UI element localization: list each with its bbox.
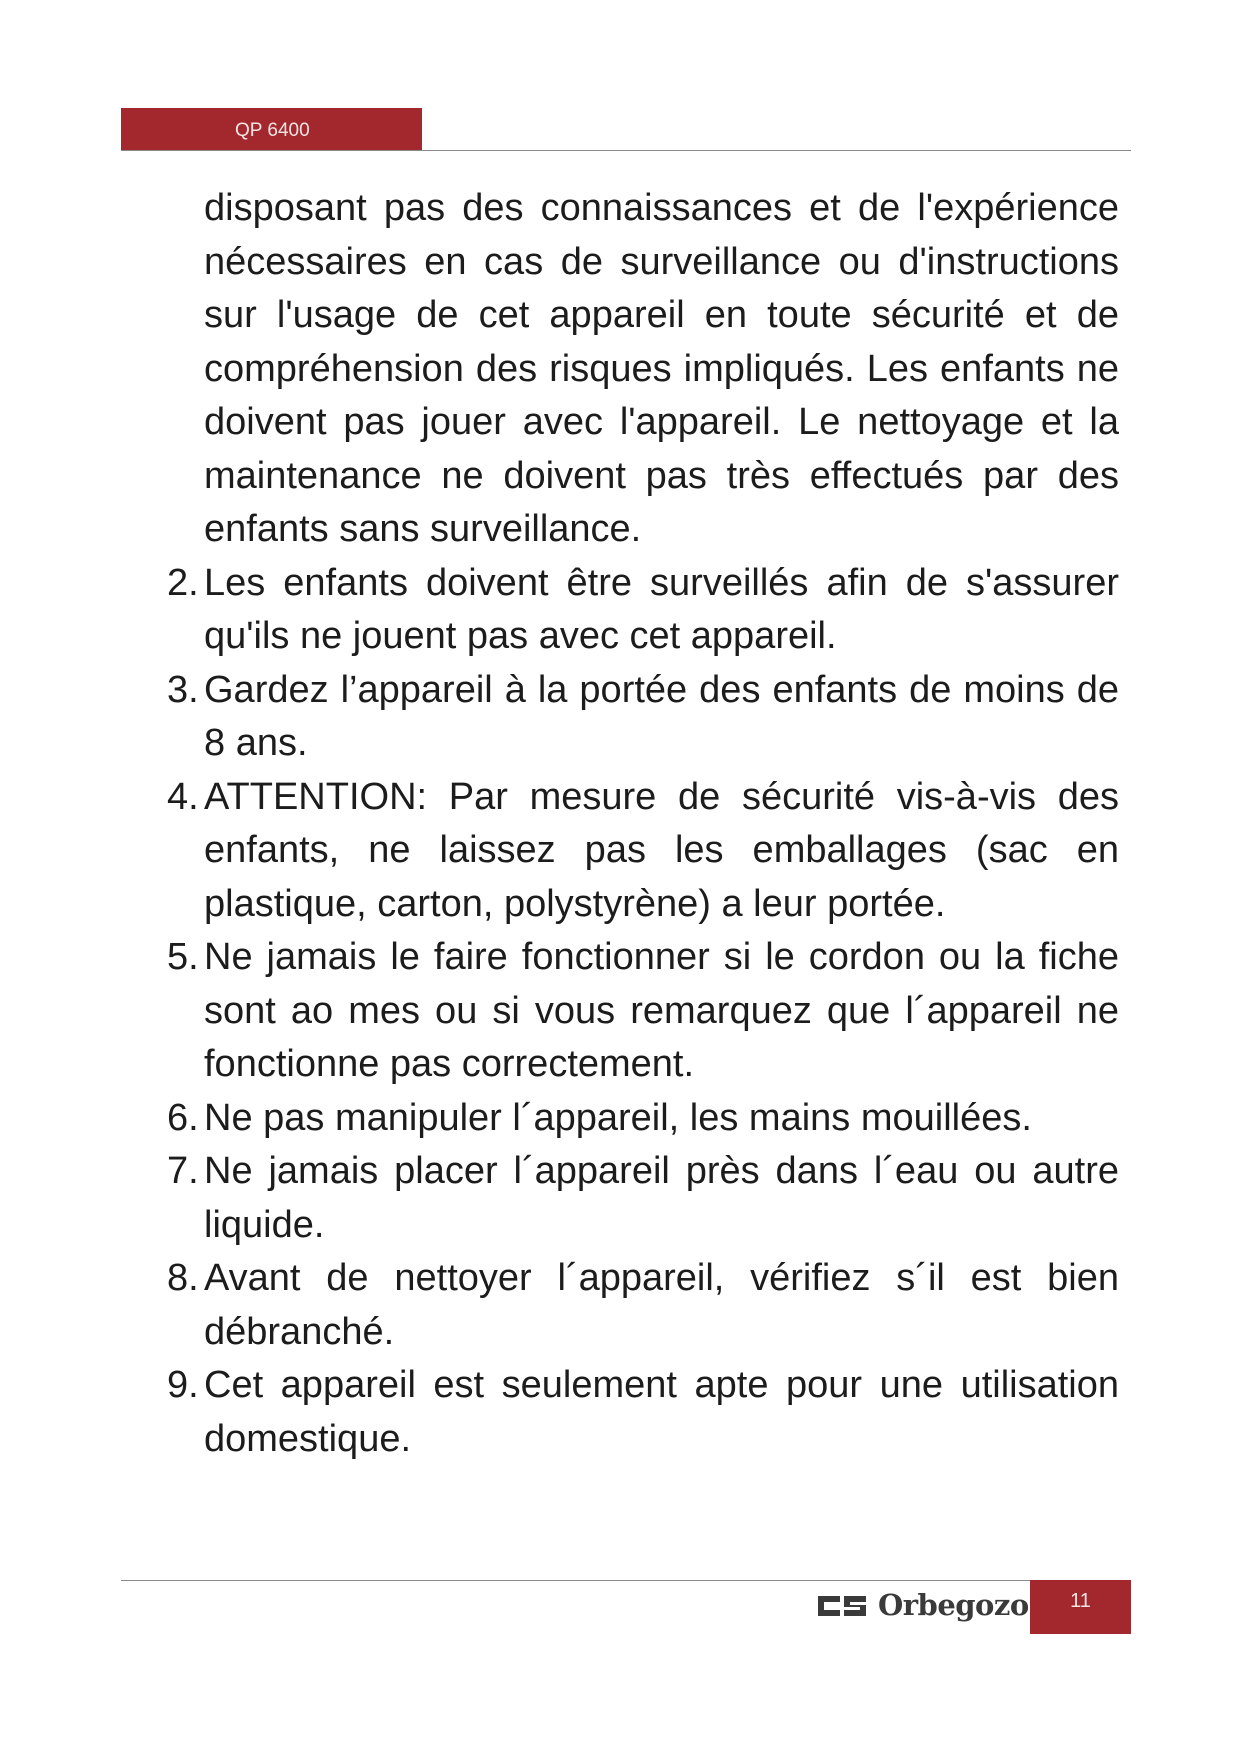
list-item [167, 664, 1119, 771]
page-number-box [1030, 1580, 1131, 1634]
list-item-number: 4. [167, 775, 199, 818]
header-divider [121, 150, 1131, 151]
footer-divider [121, 1580, 1131, 1581]
list-item [167, 1145, 1119, 1252]
brand-logo [818, 1588, 1029, 1622]
list-item [167, 1092, 1119, 1146]
model-label: QP 6400 [235, 120, 310, 141]
safety-list [167, 557, 1119, 1467]
list-item-text: ATTENTION: Par mesure de sécurité vis-à-vis des enfants, ne laissez pas les emballages (sac en plastique, carton, polystyrène) a leur portée. [204, 775, 1119, 925]
list-item [167, 1359, 1119, 1466]
list-item-number: 6. [167, 1096, 199, 1139]
intro-paragraph: disposant pas des connaissances et de l'expérience nécessaires en cas de surveillance ou d'instructions sur l'usage de cet appareil en toute sécurité et de compréhension des risques impliqués. Les enfants ne doivent pas jouer avec l'appareil. Le nettoyage et la maintenance ne doivent pas très effectués par des enfants sans surveillance. [204, 187, 1119, 550]
list-item-number: 2. [167, 561, 199, 604]
list-item-text: Avant de nettoyer l´appareil, vérifiez s´il est bien débranché. [204, 1257, 1119, 1353]
list-item-text: Les enfants doivent être surveillés afin de s'assurer qu'ils ne jouent pas avec cet appareil. [204, 561, 1119, 657]
list-item-number: 5. [167, 936, 199, 978]
page-number: 11 [1070, 1590, 1091, 1612]
instructions-content [167, 182, 1119, 1466]
list-item-number: 8. [167, 1257, 199, 1299]
list-item [167, 557, 1119, 664]
list-item-number: 7. [167, 1150, 199, 1192]
list-item [167, 771, 1119, 932]
list-item-number: 9. [167, 1364, 199, 1406]
brand-mark-icon [818, 1590, 868, 1620]
brand-name: Orbegozo [878, 1588, 1029, 1622]
list-item-text: Ne jamais placer l´appareil près dans l´eau ou autre liquide. [204, 1150, 1119, 1246]
list-item [167, 931, 1119, 1092]
list-item-text: Cet appareil est seulement apte pour une utilisation domestique. [204, 1364, 1119, 1460]
list-item-text: Ne jamais le faire fonctionner si le cordon ou la fiche sont ao mes ou si vous remarquez que l´appareil ne fonctionne pas correctement. [204, 936, 1119, 1085]
header-model-tab [121, 108, 422, 150]
list-item [167, 1252, 1119, 1359]
list-item-text: Ne pas manipuler l´appareil, les mains mouillées. [204, 1096, 1032, 1139]
list-item-number: 3. [167, 668, 199, 711]
list-item-text: Gardez l’appareil à la portée des enfants de moins de 8 ans. [204, 668, 1119, 764]
